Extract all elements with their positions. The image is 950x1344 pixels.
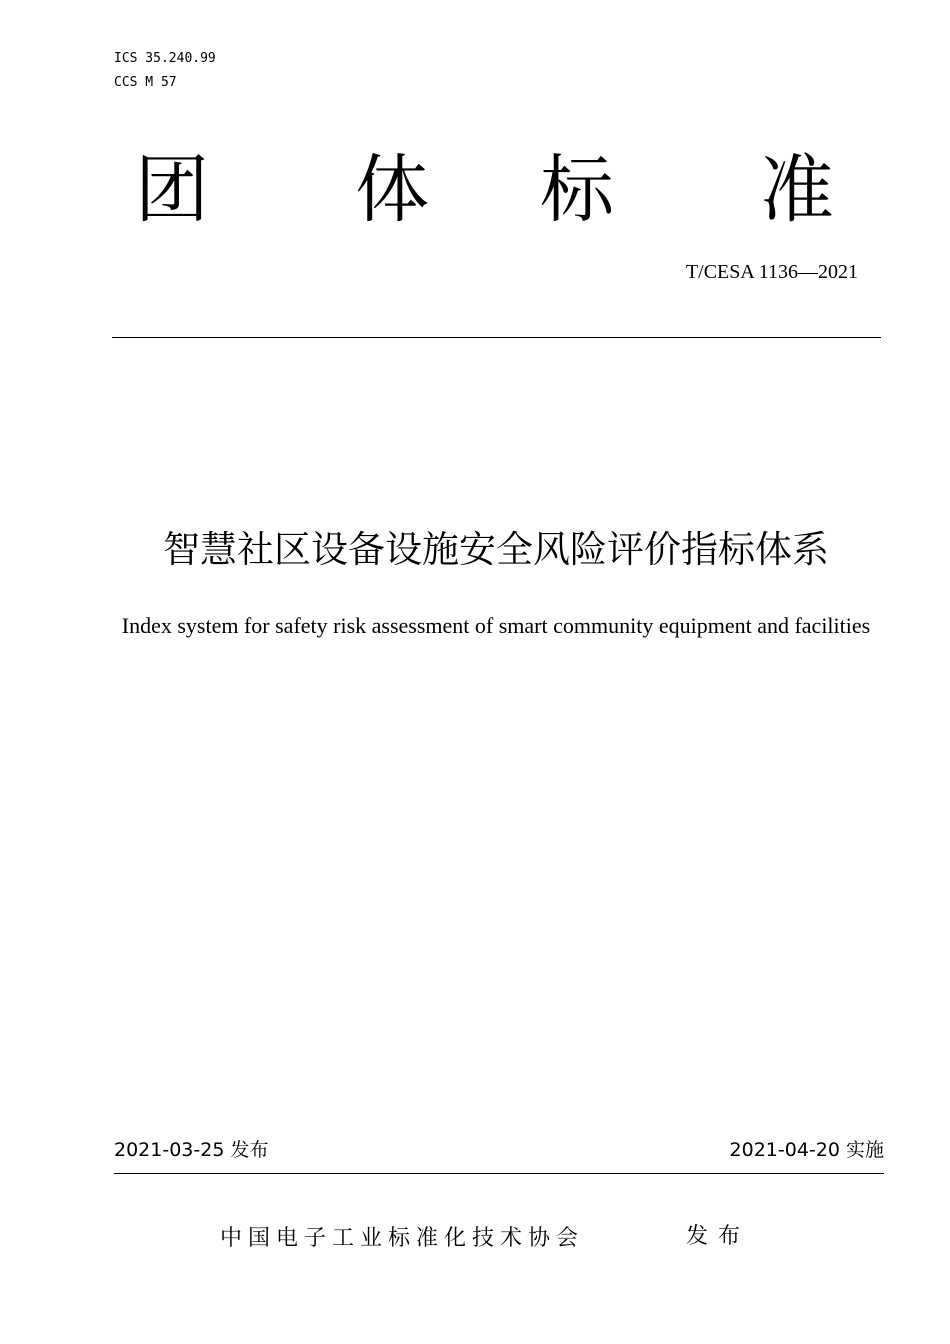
heading-char-3: 标 bbox=[540, 147, 614, 233]
document-title-english: Index system for safety risk assessment of smart community equipment and facilities bbox=[121, 613, 871, 638]
publisher-action: 发布 bbox=[686, 1224, 751, 1249]
publish-date: 2021-03-25 发布 bbox=[114, 1139, 269, 1161]
standard-number: T/CESA 1136—2021 bbox=[685, 261, 858, 283]
top-divider bbox=[112, 337, 881, 338]
document-title-chinese: 智慧社区设备设施安全风险评价指标体系 bbox=[163, 528, 829, 571]
ics-code: ICS 35.240.99 bbox=[114, 51, 216, 66]
heading-char-1: 团 bbox=[135, 147, 209, 233]
bottom-divider bbox=[114, 1173, 884, 1174]
heading-char-4: 准 bbox=[760, 147, 834, 233]
ccs-code: CCS M 57 bbox=[114, 75, 177, 90]
publisher-name: 中国电子工业标准化技术协会 bbox=[220, 1226, 585, 1251]
heading-char-2: 体 bbox=[355, 147, 429, 233]
implementation-date: 2021-04-20 实施 bbox=[729, 1139, 884, 1161]
